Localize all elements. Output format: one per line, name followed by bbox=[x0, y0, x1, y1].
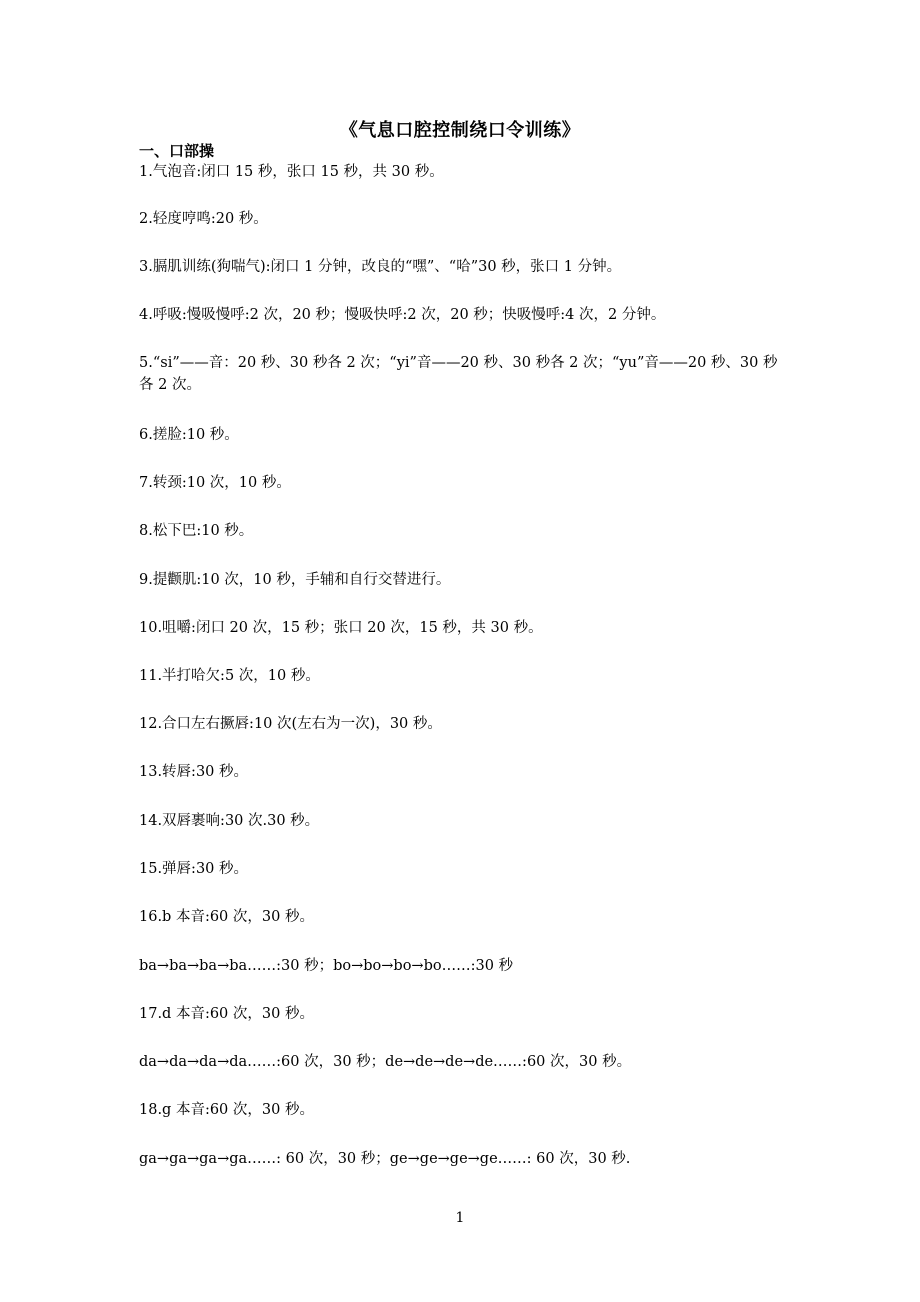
list-item: 13.转唇:30 秒。 bbox=[139, 764, 249, 780]
list-item: 3.膈肌训练(狗喘气):闭口 1 分钟，改良的“嘿”、“哈”30 秒，张口 1 分钟。 bbox=[139, 259, 622, 275]
list-item: 5.“si”——音：20 秒、30 秒各 2 次；“yi”音——20 秒、30 秒各 2 次；“yu”音——20 秒、30 秒各 2 次。 bbox=[139, 355, 778, 393]
list-item: ga→ga→ga→ga……: 60 次，30 秒；ge→ge→ge→ge……: 60 次，30 秒. bbox=[139, 1151, 631, 1167]
list-item: 7.转颈:10 次，10 秒。 bbox=[139, 475, 291, 491]
list-item: 18.g 本音:60 次，30 秒。 bbox=[139, 1102, 314, 1118]
list-item: 14.双唇裹响:30 次.30 秒。 bbox=[139, 813, 320, 829]
page-number: 1 bbox=[455, 1210, 465, 1226]
list-item: 16.b 本音:60 次，30 秒。 bbox=[139, 909, 314, 925]
document-title: 《气息口腔控制绕口令训练》 bbox=[339, 120, 581, 141]
list-item: 4.呼吸:慢吸慢呼:2 次，20 秒；慢吸快呼:2 次，20 秒；快吸慢呼:4 次，2 分钟。 bbox=[139, 307, 666, 323]
list-item: ba→ba→ba→ba……:30 秒；bo→bo→bo→bo……:30 秒 bbox=[139, 958, 514, 974]
list-item: 6.搓脸:10 秒。 bbox=[139, 427, 239, 443]
list-item: 9.提颧肌:10 次，10 秒，手辅和自行交替进行。 bbox=[139, 572, 451, 588]
list-item: 15.弹唇:30 秒。 bbox=[139, 861, 249, 877]
list-item: 12.合口左右撅唇:10 次(左右为一次)，30 秒。 bbox=[139, 716, 442, 732]
list-item: 1.气泡音:闭口 15 秒，张口 15 秒，共 30 秒。 bbox=[139, 164, 444, 180]
list-item: 8.松下巴:10 秒。 bbox=[139, 523, 254, 539]
section-heading: 一、口部操 bbox=[139, 142, 215, 160]
list-item: 17.d 本音:60 次，30 秒。 bbox=[139, 1006, 314, 1022]
list-item: 11.半打哈欠:5 次，10 秒。 bbox=[139, 668, 320, 684]
list-item: 10.咀嚼:闭口 20 次，15 秒；张口 20 次，15 秒，共 30 秒。 bbox=[139, 620, 543, 636]
list-item: 2.轻度哼鸣:20 秒。 bbox=[139, 211, 268, 227]
list-item: da→da→da→da……:60 次，30 秒；de→de→de→de……:60 次，30 秒。 bbox=[139, 1054, 632, 1070]
